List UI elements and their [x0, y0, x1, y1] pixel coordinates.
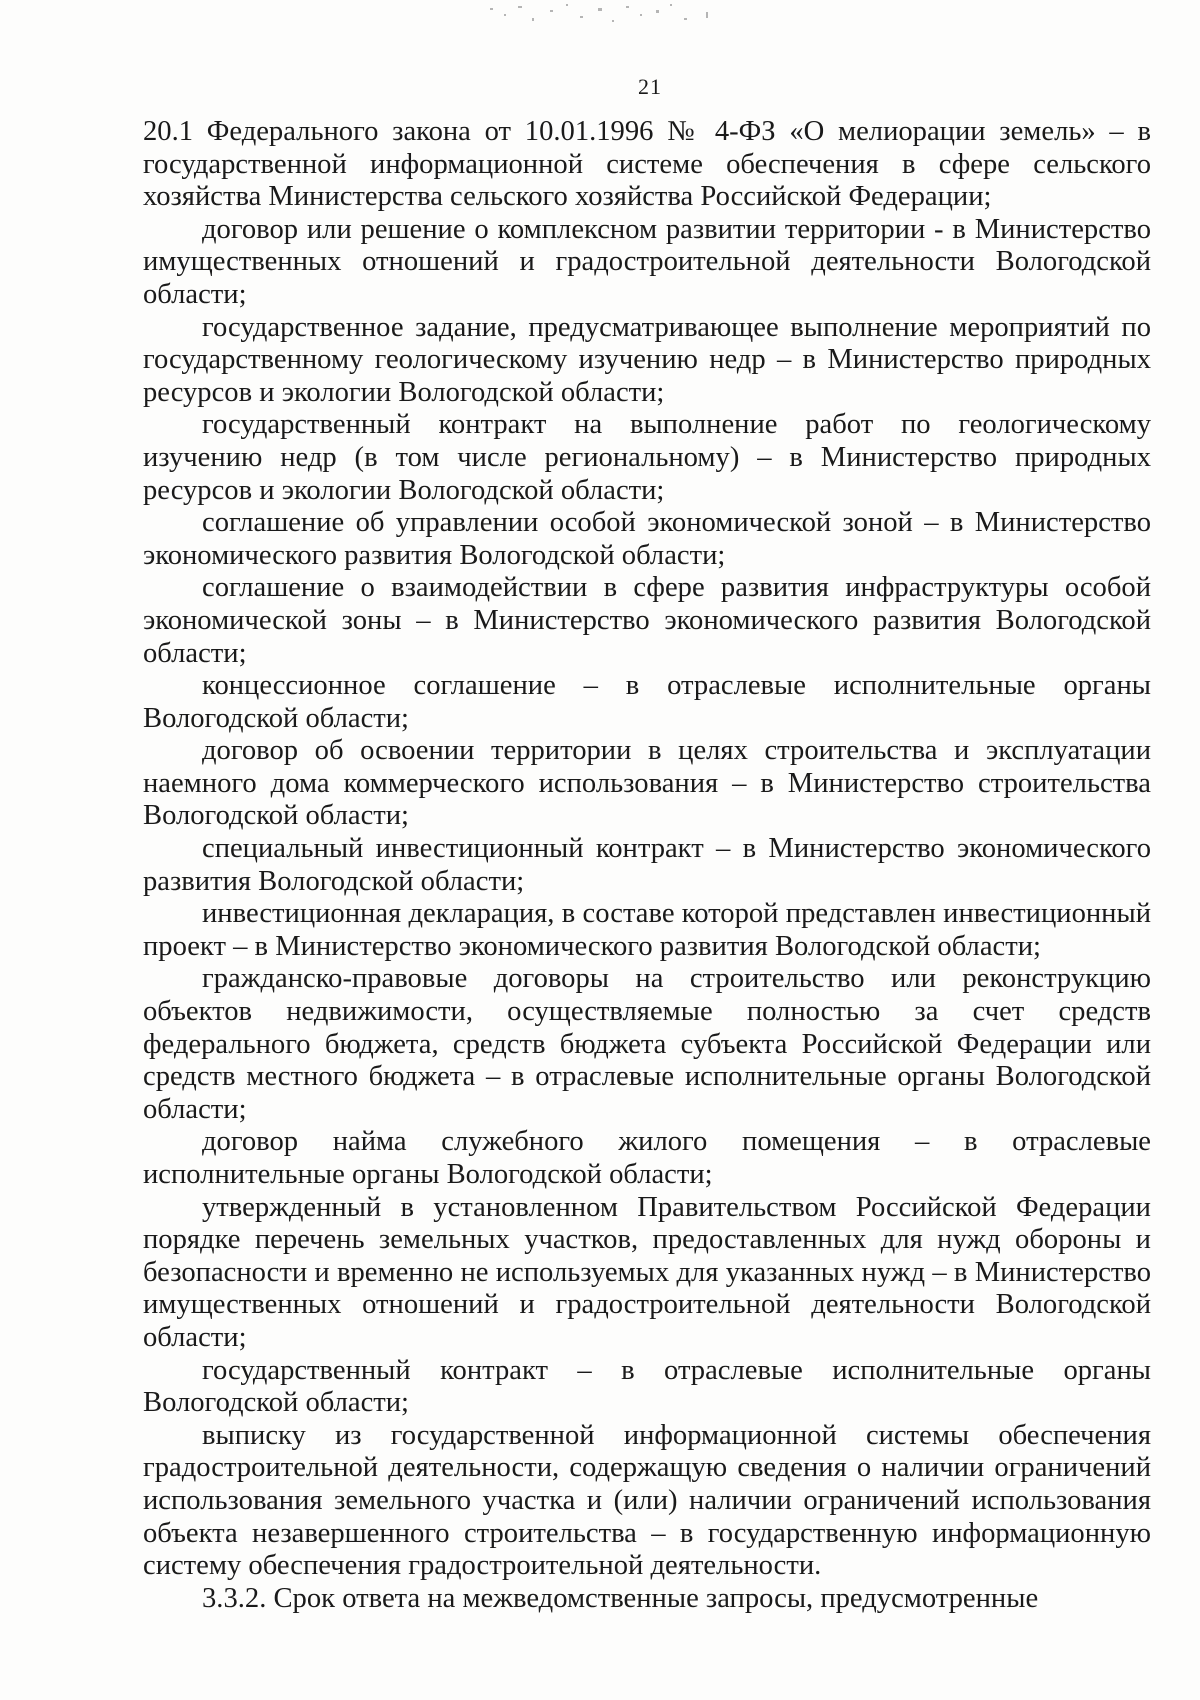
list-item-gisogd-extract: выписку из государственной информационной системы обеспечения градостроительной деятельности, содержащую сведения о наличии ограничений использования земельного участка и (или) наличии ограничений использования объекта незавершенного строительства – в государственную информационную систему обеспечения градостроительной деятельности.: [143, 1419, 1151, 1582]
list-item-rental-housing: договор об освоении территории в целях строительства и эксплуатации наемного дома коммерческого использования – в Министерство строительства Вологодской области;: [143, 735, 1151, 832]
list-item-state-contract: государственный контракт – в отраслевые исполнительные органы Вологодской области;: [143, 1354, 1151, 1419]
list-item-investment-declaration: инвестиционная декларация, в составе которой представлен инвестиционный проект – в Министерство экономического развития Вологодской области;: [143, 898, 1151, 962]
list-item-geology-contract: государственный контракт на выполнение работ по геологическому изучению недр (в том числе региональному) – в Министерство природных ресурсов и экологии Вологодской области;: [143, 409, 1151, 506]
list-item-kpt-agreement: договор или решение о комплексном развитии территории - в Министерство имущественных отношений и градостроительной деятельности Вологодской области;: [143, 213, 1151, 310]
scan-artifact: [470, 0, 730, 40]
list-item-sez-infrastructure: соглашение о взаимодействии в сфере развития инфраструктуры особой экономической зоны – в Министерство экономического развития Вологодской области;: [143, 572, 1151, 669]
list-item-special-investment: специальный инвестиционный контракт – в Министерство экономического развития Вологодской области;: [143, 833, 1151, 897]
list-item-state-assignment: государственное задание, предусматривающее выполнение мероприятий по государственному геологическому изучению недр – в Министерство природных ресурсов и экологии Вологодской области;: [143, 311, 1151, 408]
list-item-service-housing: договор найма служебного жилого помещения – в отраслевые исполнительные органы Вологодской области;: [143, 1126, 1151, 1190]
list-item-sez-management: соглашение об управлении особой экономической зоной – в Министерство экономического развития Вологодской области;: [143, 507, 1151, 571]
list-item-civil-contracts: гражданско-правовые договоры на строительство или реконструкцию объектов недвижимости, осуществляемые полностью за счет средств федерального бюджета, средств бюджета субъекта Российской Федерации или средств местного бюджета – в отраслевые исполнительные органы Вологодской области;: [143, 963, 1151, 1125]
list-item-concession: концессионное соглашение – в отраслевые исполнительные органы Вологодской области;: [143, 670, 1151, 734]
paragraph-continuation: 20.1 Федерального закона от 10.01.1996 № 4-ФЗ «О мелиорации земель» – в государственной информационной системе обеспечения в сфере сельского хозяйства Министерства сельского хозяйства Российской Федерации;: [143, 116, 1151, 213]
document-body: [143, 116, 1151, 1615]
list-item-defense-land: утвержденный в установленном Правительством Российской Федерации порядке перечень земельных участков, предоставленных для нужд обороны и безопасности и временно не используемых для указанных нужд – в Министерство имущественных отношений и градостроительной деятельности Вологодской области;: [143, 1191, 1151, 1353]
section-3-3-2: 3.3.2. Срок ответа на межведомственные запросы, предусмотренные: [202, 1582, 1039, 1614]
page-number: 21: [638, 74, 662, 99]
